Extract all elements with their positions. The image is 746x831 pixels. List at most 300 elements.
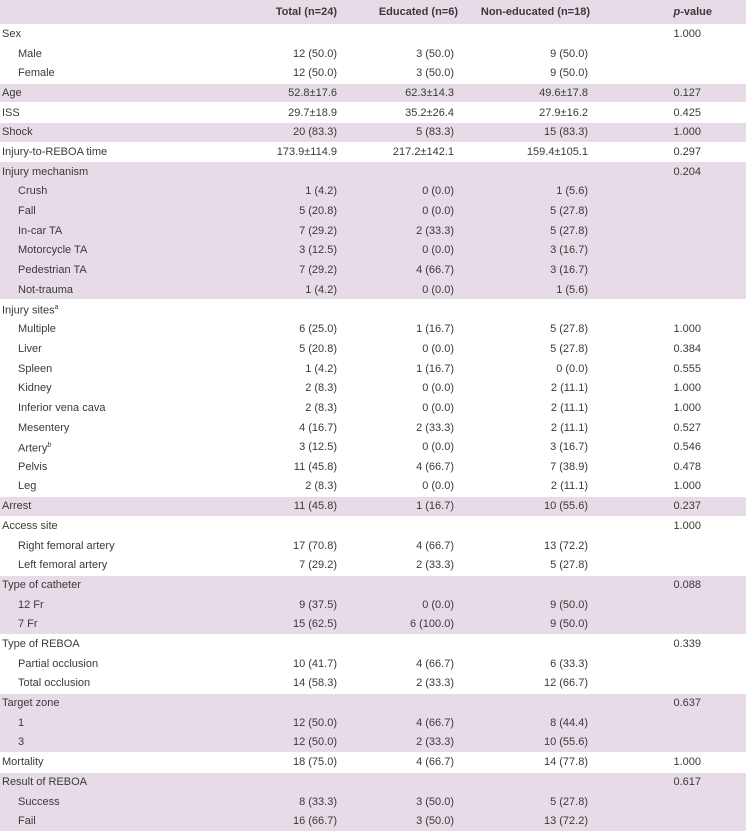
cell-total-text: 10 (41.7) [293,658,337,670]
row-label [0,260,201,280]
cell-educated [337,634,458,654]
cell-p-value [590,674,746,694]
cell-educated-text: 3 (50.0) [416,48,454,60]
row-label-text: Type of catheter [2,579,81,591]
row-label [0,477,201,497]
cell-p-value [590,142,746,162]
cell-educated [337,772,458,792]
cell-p-value-text: 1.000 [673,323,701,335]
cell-non-educated-text: 9 (50.0) [550,48,588,60]
table-row [0,319,746,339]
cell-educated-text: 0 (0.0) [422,402,454,414]
cell-total-text: 9 (37.5) [299,599,337,611]
cell-p-value [590,260,746,280]
row-label-text: Spleen [18,363,52,375]
cell-non-educated-text: 159.4±105.1 [527,146,588,158]
cell-total [201,536,337,556]
cell-p-value [590,122,746,142]
cell-non-educated [458,713,590,733]
cell-educated [337,319,458,339]
row-label [0,142,201,162]
cell-p-value-text: 0.204 [673,166,701,178]
cell-educated [337,752,458,772]
cell-educated-text: 0 (0.0) [422,599,454,611]
row-label [0,812,201,831]
cell-p-value [590,182,746,202]
cell-non-educated [458,812,590,831]
cell-p-value-text: 1.000 [673,28,701,40]
row-label-text: Multiple [18,323,56,335]
cell-non-educated-text: 1 (5.6) [556,284,588,296]
cell-non-educated [458,437,590,457]
cell-educated [337,733,458,753]
cell-non-educated-text: 15 (83.3) [544,126,588,138]
cell-non-educated [458,221,590,241]
cell-p-value [590,733,746,753]
cell-total-text: 17 (70.8) [293,540,337,552]
table-row [0,162,746,182]
cell-non-educated-text: 5 (27.8) [550,205,588,217]
cell-p-value-text: 1.000 [673,480,701,492]
cell-non-educated-text: 13 (72.2) [544,815,588,827]
cell-p-value [590,654,746,674]
row-label [0,319,201,339]
cell-total [201,477,337,497]
table-row [0,359,746,379]
cell-total [201,122,337,142]
cell-educated [337,575,458,595]
cell-non-educated [458,693,590,713]
cell-total [201,437,337,457]
cell-total [201,300,337,320]
row-label [0,733,201,753]
cell-p-value-text: 1.000 [673,520,701,532]
cell-educated-text: 5 (83.3) [416,126,454,138]
table-row [0,457,746,477]
cell-total-text: 1 (4.2) [305,284,337,296]
cell-non-educated [458,201,590,221]
cell-total-text: 18 (75.0) [293,756,337,768]
cell-total-text: 173.9±114.9 [277,146,337,158]
cell-total-text: 11 (45.8) [294,461,337,473]
row-label [0,615,201,635]
cell-total [201,63,337,83]
cell-total [201,182,337,202]
cell-p-value [590,339,746,359]
cell-total [201,201,337,221]
row-label-text: Pelvis [18,461,47,473]
row-label [0,378,201,398]
cell-educated [337,63,458,83]
cell-educated-text: 4 (66.7) [416,756,454,768]
row-label-text: Result of REBOA [2,776,87,788]
cell-educated-text: 0 (0.0) [422,284,454,296]
row-label-text: 3 [18,736,24,748]
cell-p-value [590,497,746,517]
row-label-text: Right femoral artery [18,540,115,552]
cell-non-educated [458,556,590,576]
cell-educated [337,339,458,359]
cell-non-educated [458,575,590,595]
cell-total-text: 20 (83.3) [293,126,337,138]
cell-non-educated [458,24,590,44]
cell-p-value [590,595,746,615]
cell-p-value [590,615,746,635]
row-label-text: Sex [2,28,21,40]
cell-educated [337,260,458,280]
cell-p-value [590,752,746,772]
cell-non-educated [458,44,590,64]
cell-p-value [590,556,746,576]
cell-p-value [590,634,746,654]
cell-p-value [590,772,746,792]
cell-total [201,674,337,694]
cell-non-educated [458,280,590,300]
cell-total-text: 7 (29.2) [299,225,337,237]
row-label-text: Shock [2,126,33,138]
row-label-text: Injury-to-REBOA time [2,146,107,158]
table-row [0,693,746,713]
cell-total [201,516,337,536]
cell-non-educated-text: 14 (77.8) [544,756,588,768]
table-row [0,615,746,635]
cell-total [201,693,337,713]
header-non-educated: Non-educated (n=18) [458,0,590,24]
row-label [0,182,201,202]
row-label [0,24,201,44]
cell-educated [337,201,458,221]
cell-p-value-text: 0.555 [673,363,701,375]
cell-educated-text: 2 (33.3) [416,736,454,748]
cell-p-value [590,418,746,438]
cell-total-text: 29.7±18.9 [288,107,337,119]
cell-non-educated [458,516,590,536]
row-label [0,300,201,320]
table-row [0,24,746,44]
row-label-text: Arrest [2,500,31,512]
cell-educated [337,83,458,103]
cell-educated [337,300,458,320]
table-body [0,24,746,831]
cell-p-value [590,477,746,497]
cell-educated-text: 0 (0.0) [422,343,454,355]
header-p-italic: p [673,6,680,18]
cell-p-value [590,300,746,320]
cell-non-educated [458,142,590,162]
cell-total-text: 12 (50.0) [293,717,337,729]
cell-educated [337,536,458,556]
row-label-text: Success [18,796,60,808]
row-label [0,674,201,694]
cell-non-educated-text: 10 (55.6) [544,500,588,512]
cell-total [201,418,337,438]
table-row [0,182,746,202]
cell-total-text: 14 (58.3) [293,677,337,689]
row-label [0,437,201,457]
cell-p-value [590,359,746,379]
cell-educated [337,398,458,418]
cell-non-educated [458,595,590,615]
cell-total-text: 2 (8.3) [305,382,337,394]
row-label [0,398,201,418]
table-row [0,260,746,280]
cell-p-value-text: 1.000 [673,382,701,394]
row-label-text: Fall [18,205,36,217]
cell-non-educated-text: 3 (16.7) [550,441,588,453]
row-label [0,418,201,438]
cell-educated [337,437,458,457]
cell-total [201,24,337,44]
row-label-text: Artery [18,443,47,455]
cell-non-educated [458,378,590,398]
table-row [0,556,746,576]
row-label [0,713,201,733]
cell-educated-text: 3 (50.0) [416,67,454,79]
cell-non-educated [458,162,590,182]
cell-p-value-text: 0.088 [673,579,701,591]
cell-total-text: 5 (20.8) [299,205,337,217]
cell-total [201,713,337,733]
cell-non-educated [458,792,590,812]
cell-total-text: 52.8±17.6 [288,87,337,99]
cell-educated [337,378,458,398]
cell-non-educated [458,63,590,83]
cell-educated [337,142,458,162]
row-label-text: Mesentery [18,422,69,434]
cell-educated [337,162,458,182]
cell-p-value [590,693,746,713]
cell-non-educated [458,634,590,654]
cell-total [201,142,337,162]
cell-p-value-text: 0.425 [673,107,701,119]
cell-p-value [590,516,746,536]
cell-total [201,44,337,64]
cell-non-educated [458,752,590,772]
row-label [0,556,201,576]
header-p-value [590,0,746,24]
cell-educated-text: 3 (50.0) [416,796,454,808]
cell-educated [337,516,458,536]
table-row [0,398,746,418]
cell-non-educated-text: 2 (11.1) [551,480,588,492]
cell-educated-text: 1 (16.7) [416,500,454,512]
cell-total-text: 16 (66.7) [293,815,337,827]
cell-educated [337,103,458,123]
cell-educated [337,24,458,44]
table-row [0,378,746,398]
cell-educated-text: 2 (33.3) [416,225,454,237]
cell-total [201,83,337,103]
table-row [0,280,746,300]
cell-non-educated-text: 3 (16.7) [550,244,588,256]
row-label-text: Fail [18,815,36,827]
cell-non-educated-text: 6 (33.3) [550,658,588,670]
cell-non-educated [458,319,590,339]
table-row [0,103,746,123]
row-label-text: Access site [2,520,58,532]
cell-educated [337,241,458,261]
cell-non-educated-text: 3 (16.7) [550,264,588,276]
cell-educated-text: 1 (16.7) [416,323,454,335]
cell-p-value [590,812,746,831]
table-row [0,674,746,694]
cell-educated [337,122,458,142]
row-label-text: Not-trauma [18,284,73,296]
cell-educated-text: 4 (66.7) [416,658,454,670]
cell-non-educated [458,241,590,261]
row-label-text: 12 Fr [18,599,44,611]
cell-p-value-text: 0.527 [673,422,701,434]
row-label [0,122,201,142]
row-label-text: Male [18,48,42,60]
cell-educated-text: 1 (16.7) [416,363,454,375]
cell-total-text: 1 (4.2) [305,185,337,197]
row-label-text: 1 [18,717,24,729]
cell-total [201,319,337,339]
cell-educated-text: 0 (0.0) [422,480,454,492]
cell-total [201,359,337,379]
cell-educated [337,477,458,497]
cell-educated [337,674,458,694]
footnote-marker: b [47,442,51,449]
row-label [0,693,201,713]
row-label [0,497,201,517]
cell-educated-text: 0 (0.0) [422,185,454,197]
row-label [0,752,201,772]
cell-non-educated-text: 5 (27.8) [550,559,588,571]
cell-p-value-text: 0.617 [673,776,701,788]
cell-educated [337,182,458,202]
row-label [0,654,201,674]
row-label-text: Age [2,87,22,99]
cell-p-value [590,713,746,733]
table-row [0,44,746,64]
cell-p-value [590,221,746,241]
cell-educated-text: 6 (100.0) [410,618,454,630]
cell-non-educated-text: 49.6±17.8 [539,87,588,99]
cell-educated-text: 2 (33.3) [416,677,454,689]
cell-total-text: 2 (8.3) [305,480,337,492]
cell-total [201,339,337,359]
cell-non-educated [458,339,590,359]
table-row [0,63,746,83]
cell-educated [337,457,458,477]
table-row [0,752,746,772]
cell-p-value-text: 1.000 [673,756,701,768]
row-label [0,634,201,654]
table-row [0,654,746,674]
cell-p-value [590,457,746,477]
row-label [0,221,201,241]
cell-non-educated [458,654,590,674]
cell-p-value [590,280,746,300]
table-row [0,418,746,438]
table-row [0,437,746,457]
cell-p-value [590,162,746,182]
cell-non-educated [458,260,590,280]
cell-educated [337,556,458,576]
cell-non-educated-text: 9 (50.0) [550,67,588,79]
table-row [0,536,746,556]
cell-non-educated [458,457,590,477]
cell-non-educated-text: 9 (50.0) [550,599,588,611]
row-label-text: Crush [18,185,47,197]
cell-total [201,221,337,241]
row-label [0,241,201,261]
table-row [0,83,746,103]
cell-non-educated-text: 2 (11.1) [551,382,588,394]
cell-total [201,457,337,477]
cell-p-value-text: 0.127 [673,87,701,99]
row-label [0,772,201,792]
row-label [0,44,201,64]
cell-educated-text: 4 (66.7) [416,264,454,276]
table-row [0,575,746,595]
cell-educated-text: 4 (66.7) [416,540,454,552]
header-educated: Educated (n=6) [337,0,458,24]
table-row [0,241,746,261]
cell-educated [337,221,458,241]
row-label [0,339,201,359]
cell-p-value [590,63,746,83]
cell-non-educated-text: 10 (55.6) [544,736,588,748]
table-row [0,300,746,320]
cell-total-text: 12 (50.0) [293,48,337,60]
cell-total-text: 4 (16.7) [299,422,337,434]
cell-non-educated [458,398,590,418]
cell-non-educated-text: 9 (50.0) [550,618,588,630]
row-label-text: Partial occlusion [18,658,98,670]
row-label-text: Injury sites [2,305,55,317]
cell-p-value [590,575,746,595]
cell-total-text: 5 (20.8) [299,343,337,355]
cell-non-educated [458,497,590,517]
row-label [0,595,201,615]
cell-total [201,378,337,398]
cell-non-educated [458,300,590,320]
cell-educated [337,812,458,831]
cell-educated-text: 4 (66.7) [416,461,454,473]
cell-total-text: 2 (8.3) [305,402,337,414]
table-row [0,733,746,753]
row-label [0,575,201,595]
cell-total [201,103,337,123]
table-row [0,812,746,831]
row-label [0,63,201,83]
cell-educated-text: 0 (0.0) [422,441,454,453]
cell-total-text: 3 (12.5) [299,244,337,256]
cell-non-educated [458,182,590,202]
cell-total-text: 7 (29.2) [299,559,337,571]
cell-educated-text: 0 (0.0) [422,382,454,394]
cell-non-educated [458,772,590,792]
cell-non-educated-text: 13 (72.2) [544,540,588,552]
cell-total [201,752,337,772]
cell-educated [337,615,458,635]
cell-p-value [590,536,746,556]
table-header-row [0,0,746,24]
cell-non-educated-text: 27.9±16.2 [539,107,588,119]
row-label [0,792,201,812]
cell-non-educated-text: 0 (0.0) [556,363,588,375]
row-label-text: In-car TA [18,225,62,237]
row-label [0,280,201,300]
cell-non-educated [458,477,590,497]
cell-p-value [590,241,746,261]
row-label [0,457,201,477]
cell-non-educated [458,615,590,635]
cell-total [201,162,337,182]
